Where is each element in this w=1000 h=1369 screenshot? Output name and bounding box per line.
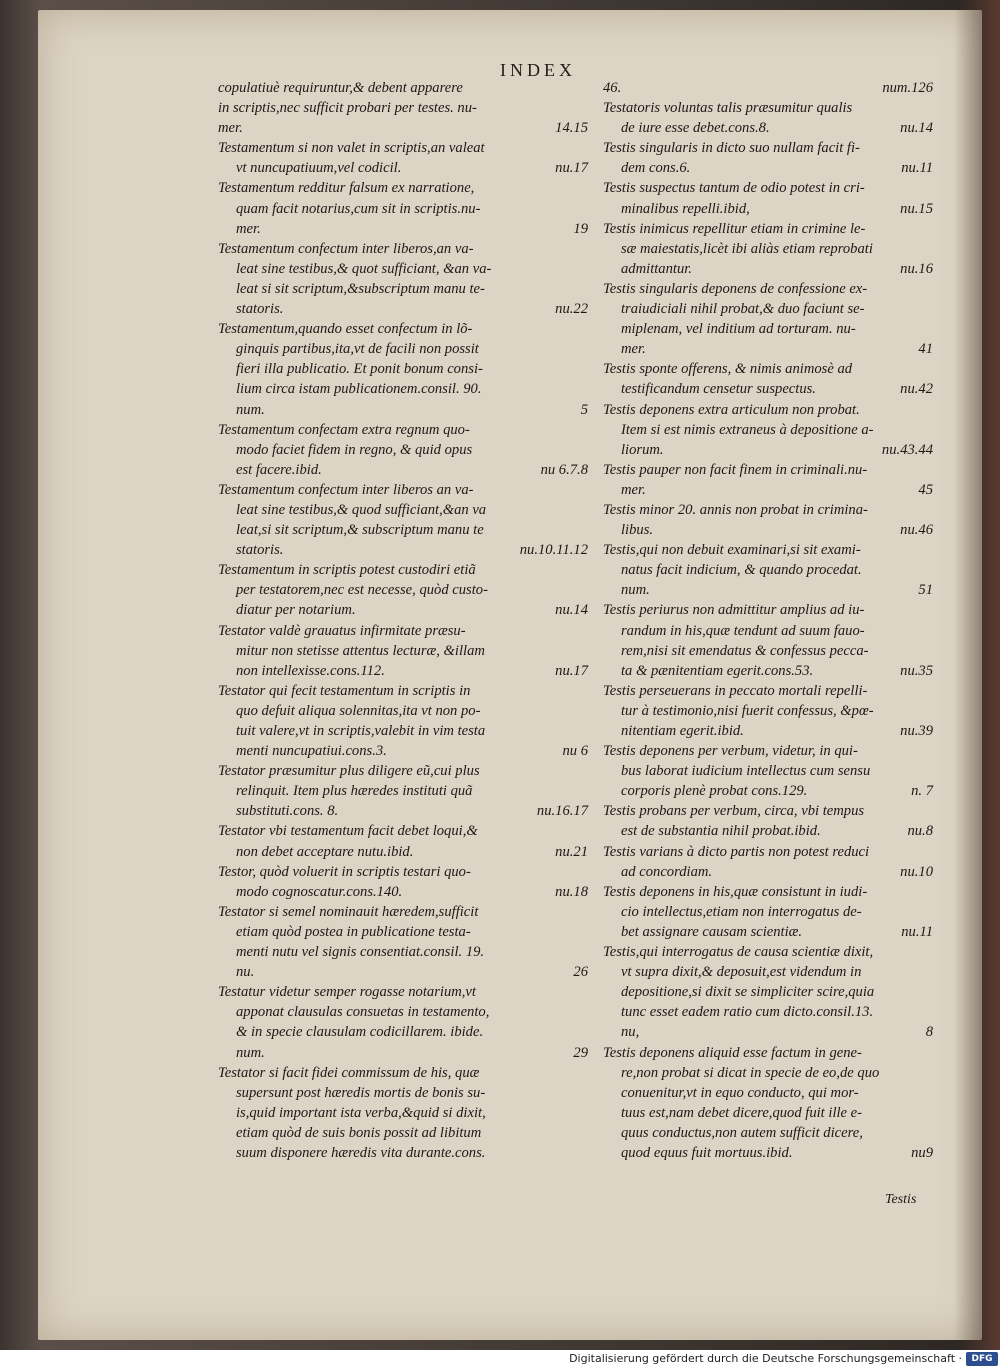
index-entry-text: Testamentum confectum inter liberos an va- <box>218 481 474 498</box>
index-entry-text: modo faciet fidem in regno, & quid opus <box>236 441 473 458</box>
index-line <box>603 1143 933 1163</box>
index-line <box>218 801 588 821</box>
index-line <box>218 882 588 902</box>
index-entry-text: re,non probat si dicat in specie de eo,de quo <box>621 1064 880 1081</box>
index-entry-text: nu. <box>236 964 255 981</box>
index-entry-reference: nu.15 <box>900 200 933 217</box>
index-line <box>603 641 933 661</box>
index-line <box>218 78 588 98</box>
index-entry-reference: nu 6.7.8 <box>540 461 588 478</box>
index-entry-text: dem cons.6. <box>621 160 691 177</box>
index-entry-text: Testis deponens per verbum, videtur, in qui- <box>603 743 858 760</box>
index-entry-text: Testis deponens extra articulum non probat. <box>603 401 860 418</box>
index-entry-text: leat sine testibus,& quot sufficiant, &an va- <box>236 260 492 277</box>
index-line <box>218 862 588 882</box>
column-header-right: num.126 <box>882 80 933 96</box>
index-line <box>603 520 933 540</box>
index-line <box>603 379 933 399</box>
index-entry-text: apponat clausulas consuetas in testamento, <box>236 1004 490 1021</box>
index-line <box>218 279 588 299</box>
index-line <box>603 580 933 600</box>
index-entry-text: Testator præsumitur plus diligere eũ,cui plus <box>218 763 480 780</box>
index-entry-text: in scriptis,nec sufficit probari per testes. nu- <box>218 100 477 117</box>
index-entry-text: menti nuncupatiui.cons.3. <box>236 743 387 760</box>
index-line <box>218 560 588 580</box>
index-line <box>218 480 588 500</box>
index-entry-text: cio intellectus,etiam non interrogatus de- <box>621 903 862 920</box>
index-line <box>218 158 588 178</box>
index-line <box>603 279 933 299</box>
index-entry-text: ta & pænitentiam egerit.cons.53. <box>621 662 814 679</box>
index-entry-text: etiam quòd postea in publicatione testa- <box>236 923 471 940</box>
index-entry-text: leat si sit scriptum,&subscriptum manu te- <box>236 280 485 297</box>
index-line <box>603 259 933 279</box>
index-entry-text: Testamentum redditur falsum ex narratione, <box>218 180 475 197</box>
index-line <box>603 560 933 580</box>
index-line <box>603 621 933 641</box>
index-entry-text: Testis singularis deponens de confessione ex- <box>603 280 868 297</box>
index-entry-text: admittantur. <box>621 260 692 277</box>
index-entry-reference: nu.11 <box>901 160 933 177</box>
index-entry-text: Testator si facit fidei commissum de his, quæ <box>218 1064 480 1081</box>
index-entry-text: libus. <box>621 522 654 539</box>
footer-credit: Digitalisierung gefördert durch die Deutsche Forschungsgemeinschaft · <box>569 1352 962 1365</box>
index-entry-text: est de substantia nihil probat.ibid. <box>621 823 821 840</box>
index-entry-text: randum in his,quæ tendunt ad suum fauo- <box>621 622 865 639</box>
index-line <box>218 199 588 219</box>
index-line <box>218 580 588 600</box>
index-line <box>218 219 588 239</box>
index-entry-text: leat,si sit scriptum,& subscriptum manu te <box>236 522 484 539</box>
index-entry-text: substituti.cons. 8. <box>236 803 339 820</box>
index-entry-reference: nu.39 <box>900 723 933 739</box>
index-line <box>603 902 933 922</box>
index-line <box>218 339 588 359</box>
index-line <box>218 400 588 420</box>
index-entry-text: etiam quòd de suis bonis possit ad libitum <box>236 1124 482 1141</box>
index-line <box>603 1083 933 1103</box>
index-line <box>603 962 933 982</box>
index-entry-reference: nu.17 <box>555 662 588 679</box>
index-line <box>603 1123 933 1143</box>
index-line <box>603 681 933 701</box>
index-entry-text: conuenitur,vt in equo conducto, qui mor- <box>621 1084 859 1101</box>
index-entry-reference: nu.11 <box>901 923 933 940</box>
index-line <box>218 982 588 1002</box>
index-entry-text: miplenam, vel inditium ad torturam. nu- <box>621 321 856 338</box>
index-line <box>218 420 588 440</box>
index-entry-text: menti nutu vel signis consentiat.consil. 19. <box>236 944 485 961</box>
index-line <box>218 962 588 982</box>
index-entry-text: is,quid important ista verba,&quid si dixit, <box>236 1104 486 1121</box>
index-entry-reference: nu.35 <box>900 662 933 679</box>
index-entry-text: mer. <box>621 481 646 498</box>
index-entry-text: Testamentum,quando esset confectum in lõ- <box>218 321 473 338</box>
index-entry-reference: nu.22 <box>555 301 588 318</box>
index-line <box>603 239 933 259</box>
index-line <box>603 600 933 620</box>
right-column <box>603 78 933 1163</box>
index-entry-text: Testamentum confectum inter liberos,an va- <box>218 240 474 257</box>
index-line <box>603 319 933 339</box>
index-line <box>603 1103 933 1123</box>
index-entry-reference: 14.15 <box>555 120 588 137</box>
index-line <box>603 118 933 138</box>
index-entry-text: Testis suspectus tantum de odio potest in cri- <box>603 180 865 197</box>
index-line <box>218 118 588 138</box>
index-entry-text: relinquit. Item plus hæredes instituti quã <box>236 783 473 800</box>
index-entry-text: copulatiuè requiruntur,& debent apparere <box>218 80 463 96</box>
index-entry-text: de iure esse debet.cons.8. <box>621 120 770 137</box>
index-line <box>218 922 588 942</box>
index-entry-text: nu, <box>621 1024 640 1041</box>
index-entry-reference: 19 <box>573 220 588 237</box>
index-entry-text: num. <box>236 1044 265 1061</box>
index-entry-text: Testatoris voluntas talis præsumitur qualis <box>603 100 853 117</box>
index-entry-text: mer. <box>236 220 261 237</box>
index-entry-text: Testis singularis in dicto suo nullam facit fi- <box>603 140 860 157</box>
index-entry-text: liorum. <box>621 441 664 458</box>
index-entry-text: supersunt post hæredis mortis de bonis su- <box>236 1084 486 1101</box>
index-entry-reference: nu.14 <box>555 602 588 619</box>
index-entry-reference: 45 <box>918 481 933 498</box>
index-entry-text: suum disponere hæredis vita durante.cons. <box>236 1144 486 1161</box>
index-line <box>218 359 588 379</box>
index-entry-text: mer. <box>218 120 243 137</box>
index-entry-reference: nu.42 <box>900 381 933 398</box>
index-entry-text: Testis deponens aliquid esse factum in gene- <box>603 1044 862 1061</box>
index-entry-reference: nu.16.17 <box>536 803 588 820</box>
index-entry-text: mer. <box>621 341 646 358</box>
index-entry-reference: nu.16 <box>900 260 933 277</box>
index-entry-text: statoris. <box>236 542 284 559</box>
index-line <box>218 1022 588 1042</box>
index-entry-text: Testis inimicus repellitur etiam in crimine le- <box>603 220 866 237</box>
index-line <box>218 1002 588 1022</box>
left-column <box>218 78 588 1163</box>
index-line <box>603 339 933 359</box>
index-entry-text: minalibus repelli.ibid, <box>621 200 750 217</box>
index-line <box>218 259 588 279</box>
index-entry-text: Testis probans per verbum, circa, vbi tempus <box>603 803 865 820</box>
index-line <box>603 480 933 500</box>
index-line <box>603 500 933 520</box>
index-line <box>603 1002 933 1022</box>
index-line <box>603 359 933 379</box>
index-entry-text: Testator qui fecit testamentum in scriptis in <box>218 682 471 699</box>
index-entry-reference: nu.46 <box>900 522 933 539</box>
index-line <box>603 862 933 882</box>
index-line <box>603 440 933 460</box>
index-line <box>603 178 933 198</box>
index-entry-text: Testamentum in scriptis potest custodiri etiã <box>218 562 476 579</box>
index-entry-reference: nu.14 <box>900 120 933 137</box>
index-entry-text: Testis periurus non admittitur amplius ad iu- <box>603 602 865 619</box>
index-entry-text: ginquis partibus,ita,vt de facili non possit <box>236 341 479 358</box>
index-line <box>218 500 588 520</box>
index-line <box>218 520 588 540</box>
index-entry-text: testificandum censetur suspectus. <box>621 381 816 398</box>
index-entry-text: num. <box>236 401 265 418</box>
index-entry-text: est facere.ibid. <box>236 461 322 478</box>
catchword: Testis <box>885 1192 917 1207</box>
index-entry-text: vt nuncupatiuum,vel codicil. <box>236 160 402 177</box>
index-entry-reference: nu.17 <box>555 160 588 177</box>
index-entry-text: tur à testimonio,nisi fuerit confessus, &pœ- <box>621 702 874 719</box>
index-line <box>603 741 933 761</box>
index-entry-reference: 41 <box>918 341 933 358</box>
index-line <box>603 460 933 480</box>
index-entry-text: & in specie clausulam codicillarem. ibide. <box>236 1024 484 1041</box>
index-entry-text: quus conductus,non autem sufficit dicere, <box>621 1124 863 1141</box>
index-line <box>603 400 933 420</box>
index-entry-reference: n. 7 <box>911 783 933 800</box>
index-entry-text: Testis sponte offerens, & nimis animosè ad <box>603 361 853 378</box>
index-line <box>603 199 933 219</box>
index-entry-reference: nu.18 <box>555 883 588 900</box>
index-line <box>603 219 933 239</box>
index-entry-reference: 5 <box>580 401 588 418</box>
index-entry-text: depositione,si dixit se simpliciter scire,quia <box>621 984 875 1001</box>
index-entry-text: statoris. <box>236 301 284 318</box>
index-line <box>218 440 588 460</box>
index-line <box>218 1043 588 1063</box>
index-entry-text: sæ maiestatis,licèt ibi aliàs etiam reprobati <box>621 240 873 257</box>
index-entry-reference: 51 <box>918 582 933 599</box>
index-line <box>603 98 933 118</box>
index-entry-text: leat sine testibus,& quod sufficiant,&an va <box>236 501 487 518</box>
index-entry-text: tuit valere,vt in scriptis,valebit in vim testa <box>236 723 486 739</box>
index-line <box>218 239 588 259</box>
index-line <box>603 761 933 781</box>
index-entry-text: natus facit indicium, & quando procedat. <box>621 562 862 579</box>
index-entry-text: diatur per notarium. <box>236 602 356 619</box>
index-entry-text: Testis perseuerans in peccato mortali repelli- <box>603 682 868 699</box>
dfg-logo: DFG <box>966 1352 998 1366</box>
index-line <box>218 761 588 781</box>
index-line <box>603 842 933 862</box>
index-entry-text: quam facit notarius,cum sit in scriptis.nu- <box>236 200 481 217</box>
column-header-line <box>603 78 933 98</box>
index-entry-text: Testator si semel nominauit hæredem,sufficit <box>218 903 479 920</box>
page-header-title: INDEX <box>500 60 576 80</box>
index-line <box>603 158 933 178</box>
index-line <box>218 701 588 721</box>
index-entry-text: bus laborat iudicium intellectus cum sensu <box>621 763 871 780</box>
index-entry-text: traiudiciali nihil probat,& duo faciunt se- <box>621 301 865 318</box>
index-entry-text: Testis,qui non debuit examinari,si sit exami- <box>603 542 861 559</box>
index-line <box>218 1083 588 1103</box>
index-line <box>603 299 933 319</box>
index-line <box>218 721 588 741</box>
index-line <box>218 641 588 661</box>
index-entry-text: nitentiam egerit.ibid. <box>621 723 744 739</box>
index-entry-text: vt supra dixit,& deposuit,est videndum in <box>621 964 862 981</box>
column-header-left: 46. <box>603 80 622 96</box>
index-line <box>218 781 588 801</box>
index-line <box>603 701 933 721</box>
index-entry-reference: nu9 <box>911 1144 933 1161</box>
index-entry-reference: 29 <box>573 1044 588 1061</box>
index-line <box>603 821 933 841</box>
index-entry-text: corporis plenè probat cons.129. <box>621 783 808 800</box>
index-line <box>218 319 588 339</box>
index-entry-text: Testis,qui interrogatus de causa scientiæ dixit, <box>603 944 874 961</box>
index-entry-reference: nu.21 <box>555 843 588 860</box>
index-line <box>218 842 588 862</box>
index-entry-reference: 8 <box>925 1024 933 1041</box>
index-entry-text: Testator valdè grauatus infirmitate præsu- <box>218 622 466 639</box>
index-line <box>603 801 933 821</box>
index-line <box>218 138 588 158</box>
index-entry-text: Testator vbi testamentum facit debet loqui,& <box>218 823 478 840</box>
index-entry-text: Testamentum si non valet in scriptis,an valeat <box>218 140 485 157</box>
index-entry-reference: nu.10 <box>900 863 933 880</box>
index-line <box>218 1063 588 1083</box>
index-entry-reference: 26 <box>573 964 588 981</box>
index-entry-text: mitur non stetisse attentus lecturæ, &illam <box>236 642 485 659</box>
index-line <box>603 882 933 902</box>
index-line <box>218 98 588 118</box>
index-entry-text: Testis minor 20. annis non probat in crimina- <box>603 501 868 518</box>
index-line <box>218 1123 588 1143</box>
index-line <box>218 379 588 399</box>
index-entry-text: Testamentum confectam extra regnum quo- <box>218 421 470 438</box>
index-line <box>603 721 933 741</box>
index-entry-text: non intellexisse.cons.112. <box>236 662 385 679</box>
index-line <box>603 420 933 440</box>
index-line <box>218 821 588 841</box>
index-entry-text: ad concordiam. <box>621 863 713 880</box>
index-entry-text: Testis varians à dicto partis non potest reduci <box>603 843 870 860</box>
index-entry-reference: nu.43.44 <box>881 441 933 458</box>
index-entry-text: num. <box>621 582 650 599</box>
index-line <box>218 741 588 761</box>
index-line <box>218 460 588 480</box>
index-entry-reference: nu.10.11.12 <box>519 542 588 559</box>
index-entry-text: Testis pauper non facit finem in criminali.nu- <box>603 461 868 478</box>
index-line <box>218 661 588 681</box>
index-line <box>603 1022 933 1042</box>
index-line <box>603 781 933 801</box>
index-entry-text: quo defuit aliqua solennitas,ita vt non po- <box>236 702 481 719</box>
index-entry-text: Item si est nimis extraneus à depositione a- <box>621 421 874 438</box>
index-line <box>218 681 588 701</box>
index-line <box>603 922 933 942</box>
index-line <box>218 600 588 620</box>
index-entry-text: modo cognoscatur.cons.140. <box>236 883 403 900</box>
index-entry-text: lium circa istam publicationem.consil. 90. <box>236 381 482 398</box>
index-line <box>603 138 933 158</box>
index-line <box>603 1043 933 1063</box>
index-line <box>603 661 933 681</box>
index-line <box>218 1103 588 1123</box>
index-entry-text: Testor, quòd voluerit in scriptis testari quo- <box>218 863 471 880</box>
index-line <box>603 1063 933 1083</box>
index-entry-text: Testis deponens in his,quæ consistunt in iudi- <box>603 883 868 900</box>
index-line <box>218 621 588 641</box>
index-line <box>603 982 933 1002</box>
index-entry-text: rem,nisi sit emendatus & confessus pecca- <box>621 642 869 659</box>
index-line <box>603 942 933 962</box>
index-line <box>218 1143 588 1163</box>
index-entry-text: tuus est,nam debet dicere,quod fuit ille e- <box>621 1104 863 1121</box>
index-entry-text: per testatorem,nec est necesse, quòd custo- <box>236 582 488 599</box>
index-line <box>218 299 588 319</box>
index-line <box>218 942 588 962</box>
index-line <box>218 178 588 198</box>
index-line <box>218 540 588 560</box>
index-entry-text: tunc esset eadem ratio cum dicto.consil.13. <box>621 1004 874 1021</box>
index-line <box>218 902 588 922</box>
index-entry-text: Testatur videtur semper rogasse notarium,vt <box>218 984 476 1001</box>
index-entry-text: quod equus fuit mortuus.ibid. <box>621 1144 793 1161</box>
index-entry-reference: nu 6 <box>562 743 588 760</box>
index-entry-text: non debet acceptare nutu.ibid. <box>236 843 414 860</box>
index-entry-reference: nu.8 <box>907 823 933 840</box>
index-entry-text: fieri illa publicatio. Et ponit bonum consi- <box>236 361 483 378</box>
index-entry-text: bet assignare causam scientiæ. <box>621 923 803 940</box>
index-line <box>603 540 933 560</box>
